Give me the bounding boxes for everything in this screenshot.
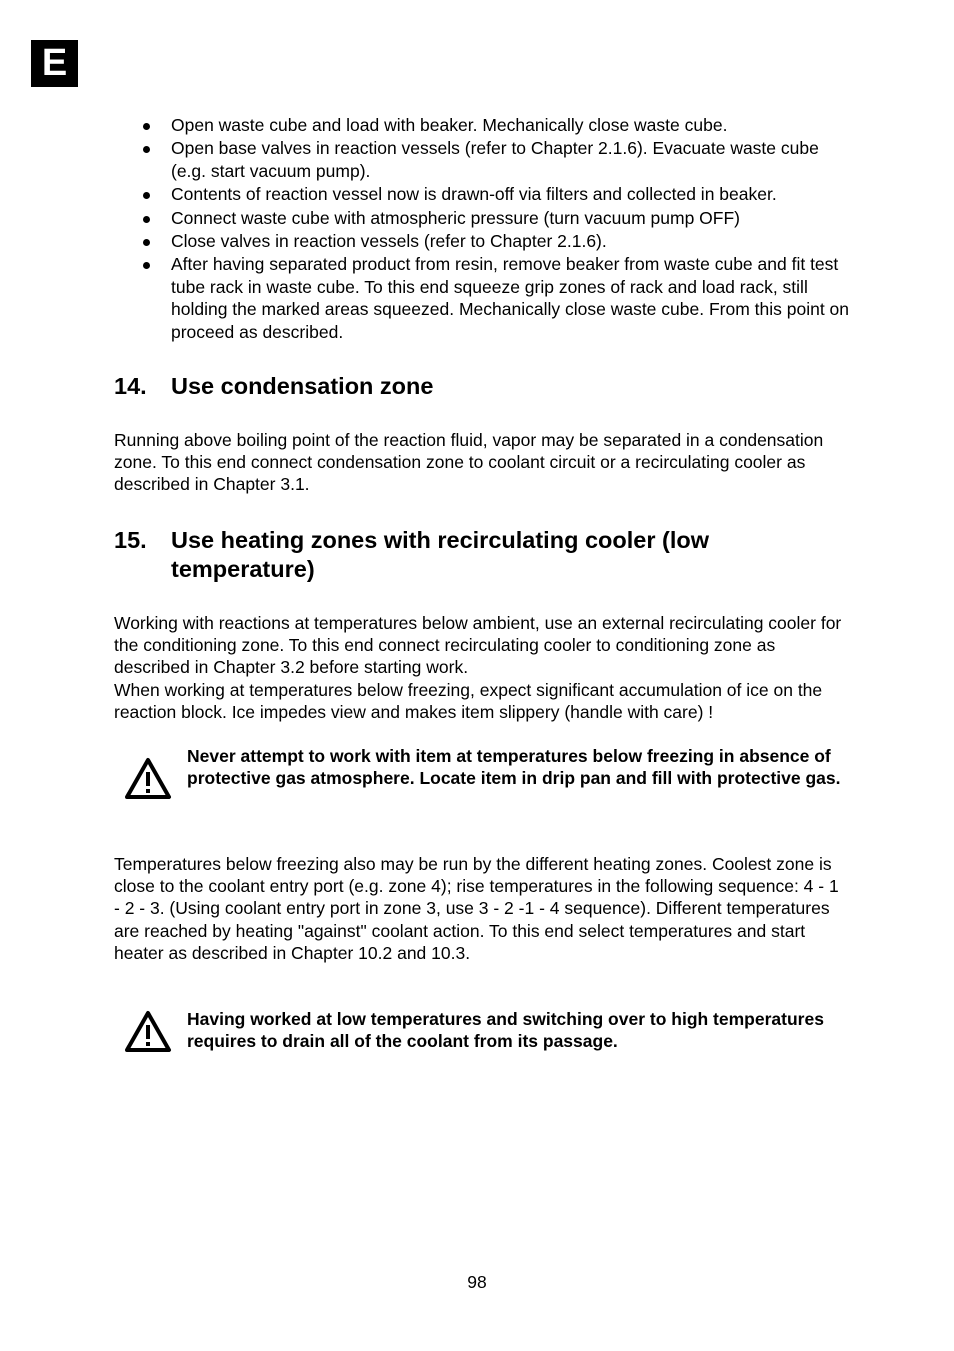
section-title: Use heating zones with recirculating cooler (low temperature) (171, 527, 709, 582)
list-item (114, 230, 854, 252)
list-item-text: Close valves in reaction vessels (refer to Chapter 2.1.6). (171, 231, 607, 252)
list-item-text: After having separated product from resin, remove beaker from waste cube and fit test tube rack in waste cube. To this end squeeze grip zones of rack and load rack, still holding the marked areas squeezed. Mechanically close waste cube. From this point on proceed as described. (171, 254, 850, 342)
section-15-paragraph-1: Working with reactions at temperatures below ambient, use an external recirculating cooler for the conditioning zone. To this end connect recirculating cooler to conditioning zone as described in Chapter 3.2 before starting work. (114, 613, 842, 678)
list-item (114, 207, 854, 229)
section-15-paragraph-3: Temperatures below freezing also may be run by the different heating zones. Coolest zone is close to the coolant entry port (e.g. zone 4); rise temperatures in the following sequence: 4 - 1 - 2 - 3. (Using coolant entry port in zone 3, use 3 - 2 -1 - 4 sequence). Different temperatures are reached by heating "against" coolant action. To this end select temperatures and start heater as described in Chapter 10.2 and 10.3. (114, 854, 839, 963)
page-number: 98 (467, 1272, 487, 1292)
bullet-icon (143, 262, 150, 269)
section-15-paragraph-2: When working at temperatures below freezing, expect significant accumulation of ice on the reaction block. Ice impedes view and makes item slippery (handle with care) ! (114, 680, 823, 723)
section-title: Use condensation zone (171, 373, 434, 399)
warning-text: Never attempt to work with item at temperatures below freezing in absence of protective gas atmosphere. Locate item in drip pan and fill with protective gas. (187, 746, 841, 789)
section-15-heading (114, 526, 814, 584)
bullet-icon (143, 239, 150, 246)
list-item (114, 183, 854, 205)
bullet-icon (143, 192, 150, 199)
list-item-text: Connect waste cube with atmospheric pressure (turn vacuum pump OFF) (171, 207, 740, 228)
section-14-paragraph: Running above boiling point of the reaction fluid, vapor may be separated in a condensation zone. To this end connect condensation zone to coolant circuit or a recirculating cooler as described in Chapter 3.1. (114, 430, 824, 495)
language-badge: E (31, 40, 78, 87)
warning-text: Having worked at low temperatures and switching over to high temperatures requires to drain all of the coolant from its passage. (187, 1009, 824, 1052)
bullet-icon (143, 216, 150, 223)
section-number: 14. (114, 373, 147, 399)
warning-notice-2 (120, 1008, 880, 1052)
section-number: 15. (114, 527, 147, 553)
list-item-text: Open waste cube and load with beaker. Mechanically close waste cube. (171, 115, 728, 135)
bullet-icon (143, 146, 150, 153)
warning-triangle-icon (124, 757, 172, 801)
section-14-heading (114, 372, 433, 401)
list-item (114, 137, 854, 182)
list-item-text: Open base valves in reaction vessels (refer to Chapter 2.1.6). Evacuate waste cube (e.g. start vacuum pump). (171, 138, 819, 181)
list-item (114, 114, 854, 136)
warning-triangle-icon (124, 1010, 172, 1054)
procedure-bullet-list (114, 114, 854, 344)
list-item-text: Contents of reaction vessel now is drawn-off via filters and collected in beaker. (171, 184, 777, 205)
warning-notice-1 (120, 745, 880, 789)
list-item (114, 253, 854, 343)
bullet-icon (143, 123, 150, 130)
